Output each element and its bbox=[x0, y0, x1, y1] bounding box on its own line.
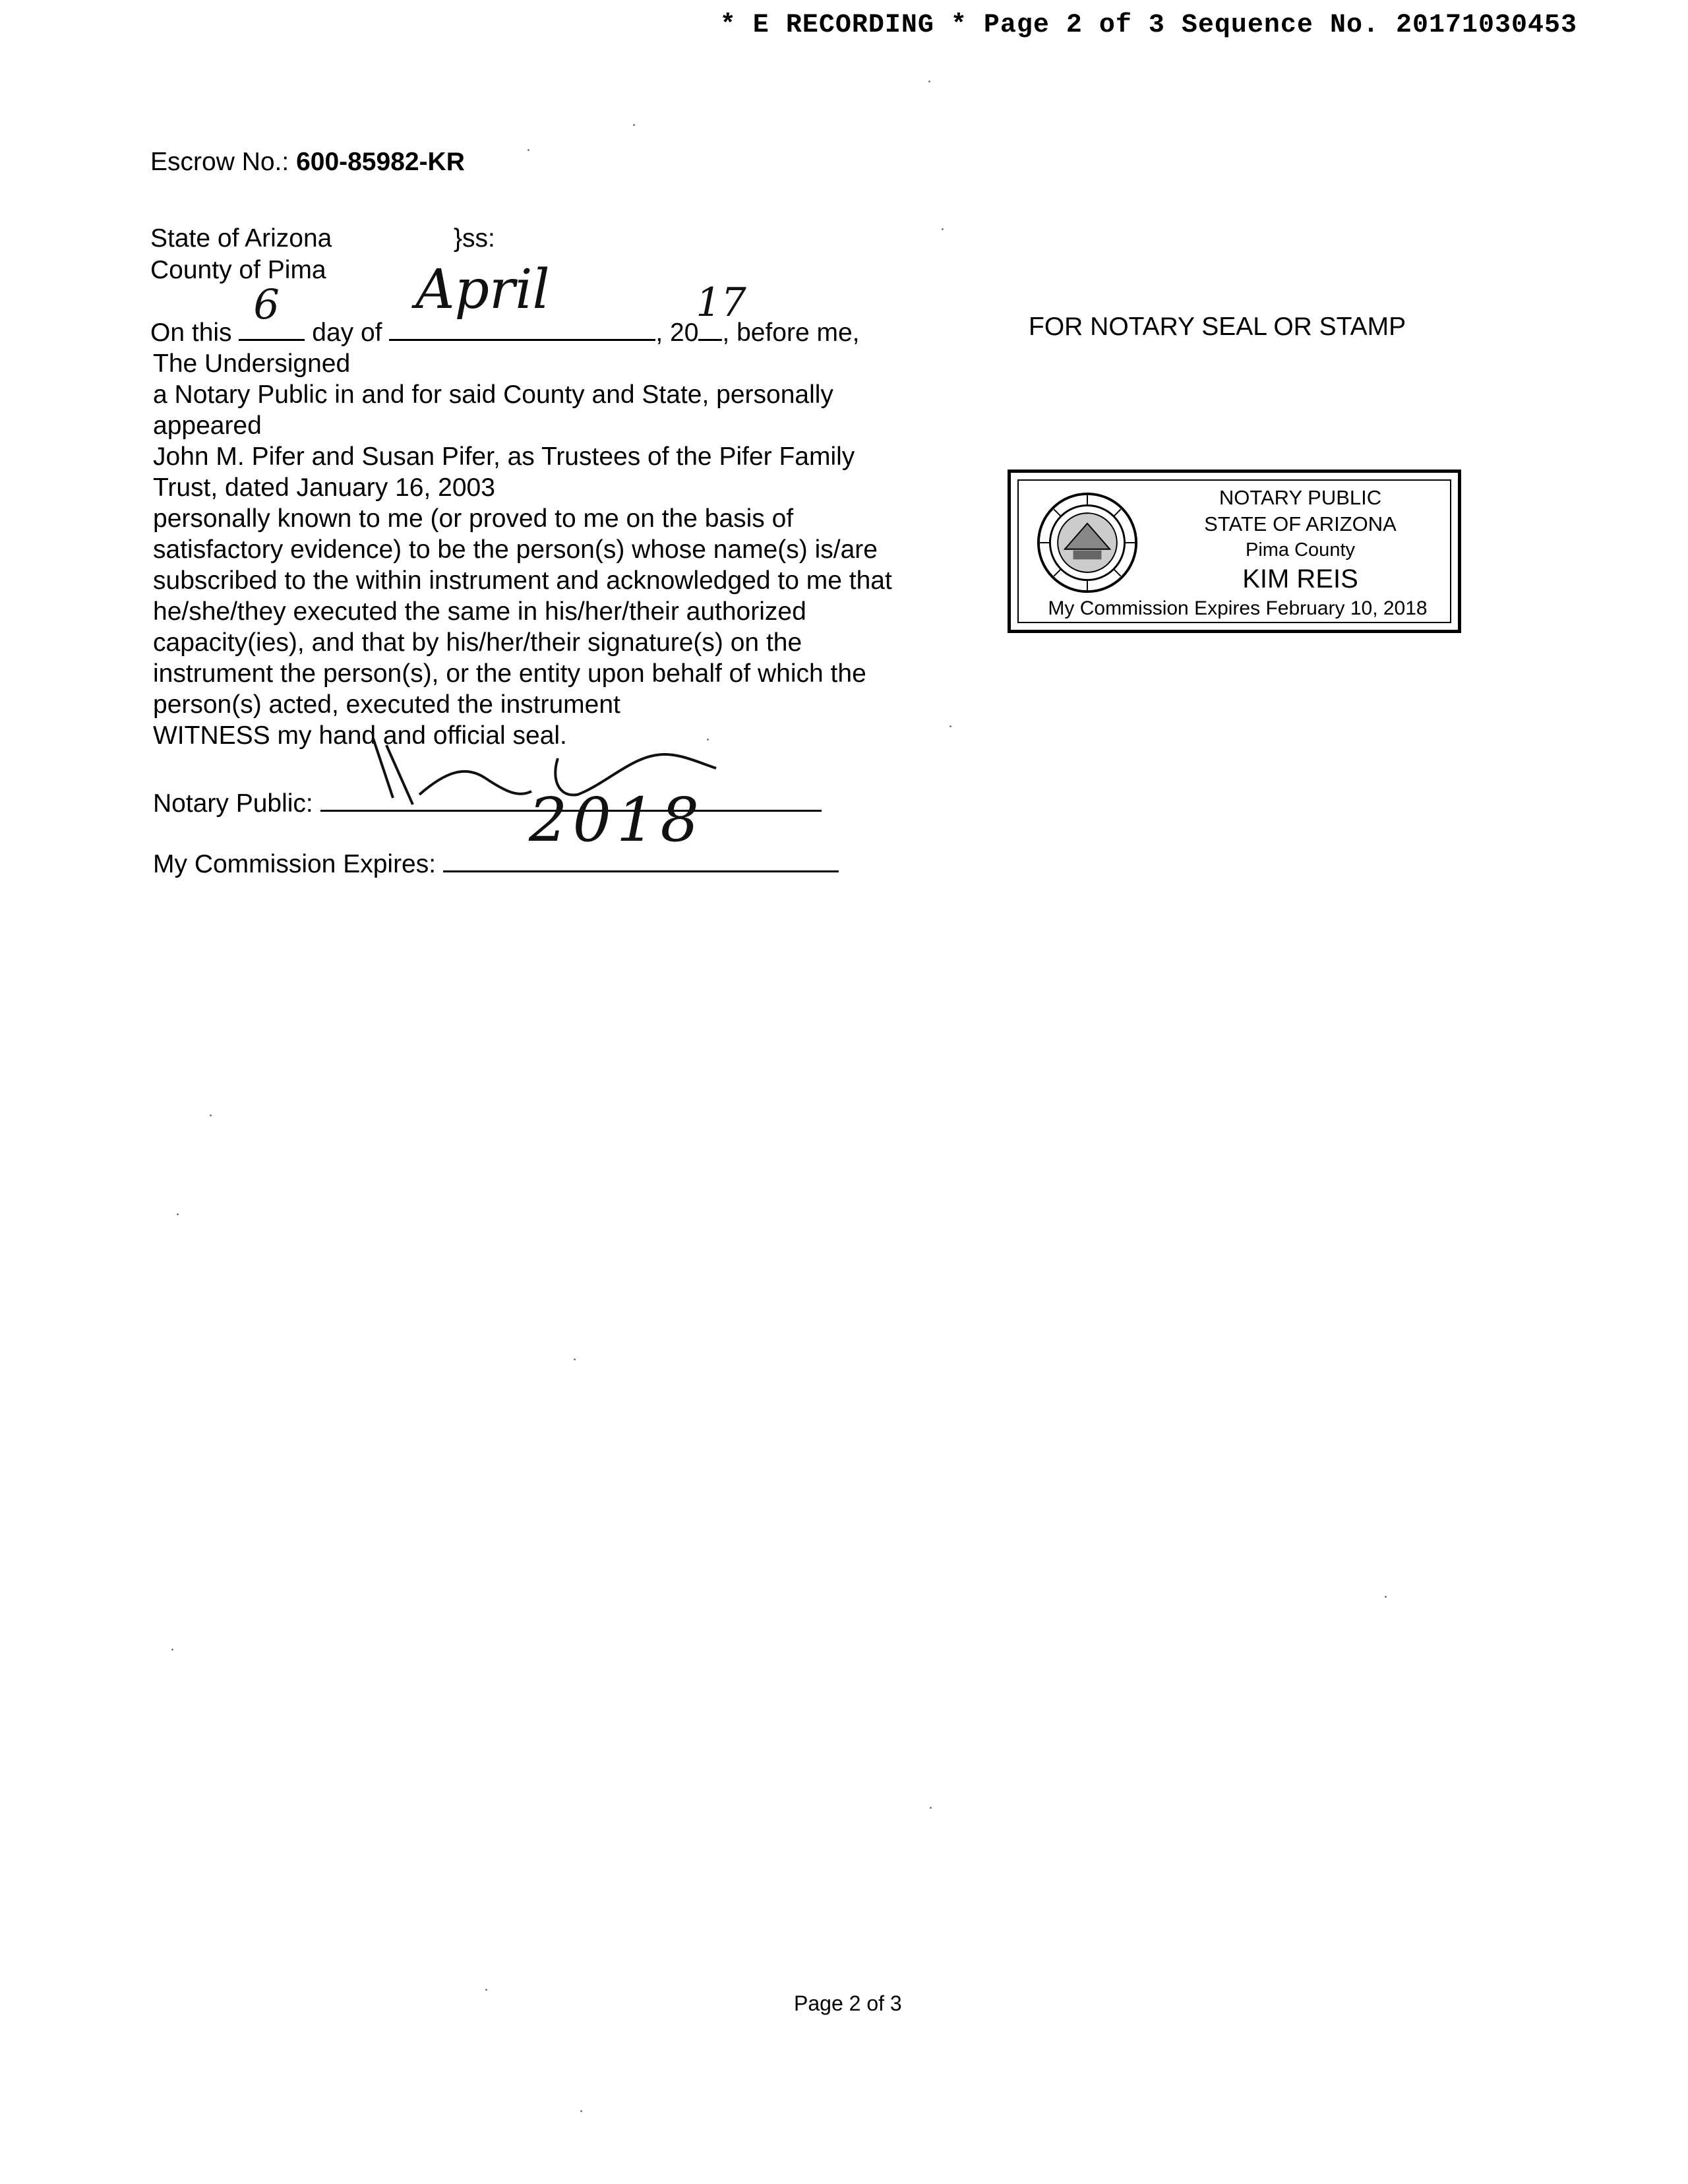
ack-line: satisfactory evidence) to be the person(s) whose name(s) is/are bbox=[153, 535, 878, 564]
ack-line: The Undersigned bbox=[153, 349, 351, 378]
scan-speck bbox=[942, 228, 944, 230]
stamp-commission-expires: My Commission Expires February 10, 2018 bbox=[1048, 597, 1428, 619]
stamp-line-county: Pima County bbox=[1245, 539, 1355, 561]
day-blank bbox=[239, 280, 305, 341]
before-me-label: , before me, bbox=[722, 318, 860, 347]
scan-speck bbox=[210, 1114, 212, 1116]
ack-line: a Notary Public in and for said County and State, personally bbox=[153, 380, 833, 409]
ack-line: John M. Pifer and Susan Pifer, as Trustees of the Pifer Family bbox=[153, 442, 855, 471]
commission-year-handwritten: 2018 bbox=[528, 785, 705, 855]
commission-expires-blank bbox=[443, 785, 839, 872]
stamp-line-state: STATE OF ARIZONA bbox=[1204, 512, 1397, 535]
ack-line: subscribed to the within instrument and acknowledged to me that bbox=[153, 566, 892, 595]
stamp-notary-name: KIM REIS bbox=[1242, 564, 1358, 593]
month-blank bbox=[389, 258, 655, 341]
ack-line: person(s) acted, executed the instrument bbox=[153, 690, 620, 719]
page-footer: Page 2 of 3 bbox=[794, 1991, 902, 2015]
ack-line: WITNESS my hand and official seal. bbox=[153, 721, 567, 750]
ack-line: appeared bbox=[153, 411, 262, 440]
ack-line: Trust, dated January 16, 2003 bbox=[153, 473, 495, 502]
scan-speck bbox=[580, 2110, 582, 2112]
on-this-label: On this bbox=[150, 318, 232, 347]
stamp-line-notary-public: NOTARY PUBLIC bbox=[1219, 486, 1382, 509]
notary-stamp bbox=[1008, 470, 1461, 633]
venue-county: County of Pima bbox=[150, 256, 326, 284]
recording-header: * E RECORDING * Page 2 of 3 Sequence No. 20171030453 bbox=[719, 11, 1577, 40]
scan-speck bbox=[928, 80, 930, 82]
month-handwritten: April bbox=[415, 258, 550, 321]
scan-speck bbox=[528, 149, 529, 151]
ack-line: capacity(ies), and that by his/her/their signature(s) on the bbox=[153, 628, 802, 657]
escrow-value: 600-85982-KR bbox=[296, 148, 465, 176]
ack-line: instrument the person(s), or the entity upon behalf of which the bbox=[153, 659, 866, 688]
scan-speck bbox=[930, 1807, 932, 1809]
venue-ss: }ss: bbox=[454, 224, 495, 253]
scan-speck bbox=[1385, 1596, 1387, 1598]
state-seal-icon bbox=[1036, 491, 1139, 594]
scan-speck bbox=[633, 124, 635, 126]
scan-speck bbox=[950, 725, 951, 727]
scan-speck bbox=[171, 1649, 173, 1651]
scan-speck bbox=[574, 1358, 576, 1360]
notary-signature-line bbox=[153, 785, 822, 819]
day-handwritten: 6 bbox=[253, 280, 280, 328]
notary-public-label: Notary Public: bbox=[153, 789, 313, 818]
notary-stamp-text bbox=[1149, 485, 1451, 595]
year-handwritten: 17 bbox=[696, 280, 746, 326]
escrow-number bbox=[150, 146, 465, 177]
notary-seal-label: FOR NOTARY SEAL OR STAMP bbox=[1029, 313, 1406, 341]
ack-line: personally known to me (or proved to me on the basis of bbox=[153, 504, 794, 533]
year-prefix: , 20 bbox=[655, 318, 699, 347]
year-blank bbox=[696, 280, 746, 341]
scan-speck bbox=[707, 739, 709, 741]
ack-line: he/she/they executed the same in his/her/their authorized bbox=[153, 597, 806, 626]
acknowledgment-body bbox=[153, 348, 971, 751]
venue-state: State of Arizona bbox=[150, 224, 332, 253]
day-of-label: day of bbox=[312, 318, 382, 347]
escrow-label: Escrow No.: bbox=[150, 148, 289, 176]
commission-expires-label: My Commission Expires: bbox=[153, 850, 437, 878]
scan-speck bbox=[485, 1989, 487, 1991]
scan-speck bbox=[177, 1213, 179, 1215]
